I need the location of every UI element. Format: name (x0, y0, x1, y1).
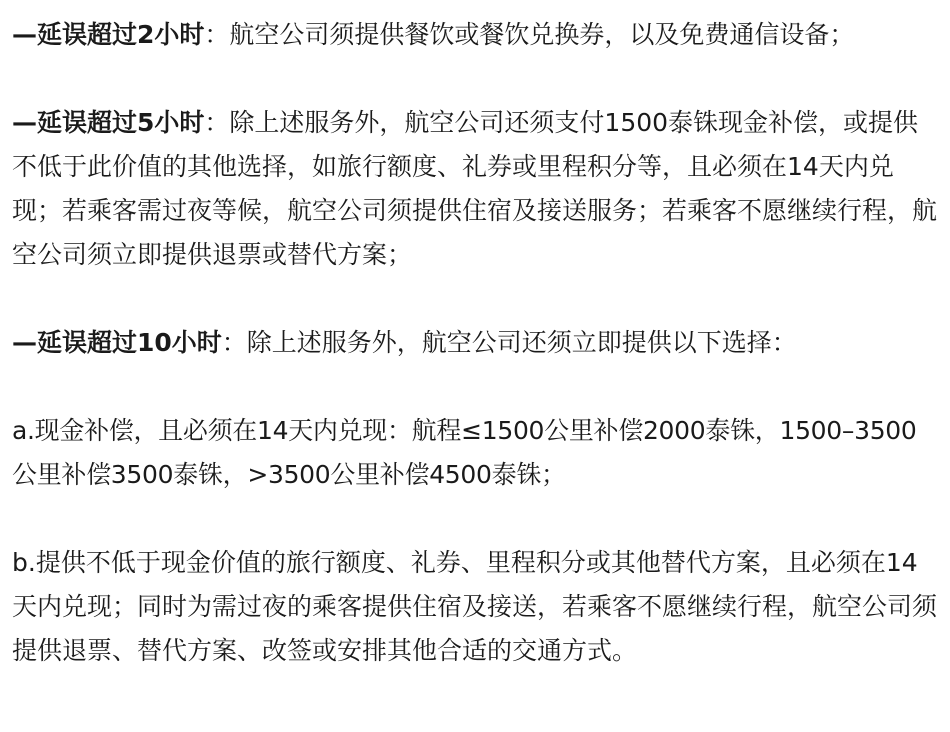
paragraph-gap (12, 277, 938, 321)
option-a-text: a.现金补偿，且必须在14天内兑现：航程≤1500公里补偿2000泰铢，1500–3500公里补偿3500泰铢，>3500公里补偿4500泰铢； (12, 416, 917, 489)
option-b-text: b.提供不低于现金价值的旅行额度、礼券、里程积分或其他替代方案，且必须在14天内兑现；同时为需过夜的乘客提供住宿及接送，若乘客不愿继续行程，航空公司须提供退票、替代方案、改签或安排其他合适的交通方式。 (12, 548, 938, 665)
section-5h (12, 101, 938, 277)
paragraph-gap (12, 57, 938, 101)
section-10h-heading: —延误超过10小时 (12, 328, 222, 357)
option-a (12, 409, 938, 497)
section-5h-heading: —延误超过5小时 (12, 108, 205, 137)
section-10h (12, 321, 938, 365)
section-2h (12, 13, 938, 57)
section-5h-text: ：除上述服务外，航空公司还须支付1500泰铢现金补偿，或提供不低于此价值的其他选择，如旅行额度、礼券或里程积分等，且必须在14天内兑现；若乘客需过夜等候，航空公司须提供住宿及接送服务；若乘客不愿继续行程，航空公司须立即提供退票或替代方案； (12, 108, 938, 269)
section-2h-heading: —延误超过2小时 (12, 20, 205, 49)
paragraph-gap (12, 497, 938, 541)
section-10h-text: ：除上述服务外，航空公司还须立即提供以下选择： (221, 328, 797, 357)
section-2h-text: ：航空公司须提供餐饮或餐饮兑换券，以及免费通信设备； (204, 20, 855, 49)
option-b (12, 541, 938, 673)
paragraph-gap (12, 365, 938, 409)
